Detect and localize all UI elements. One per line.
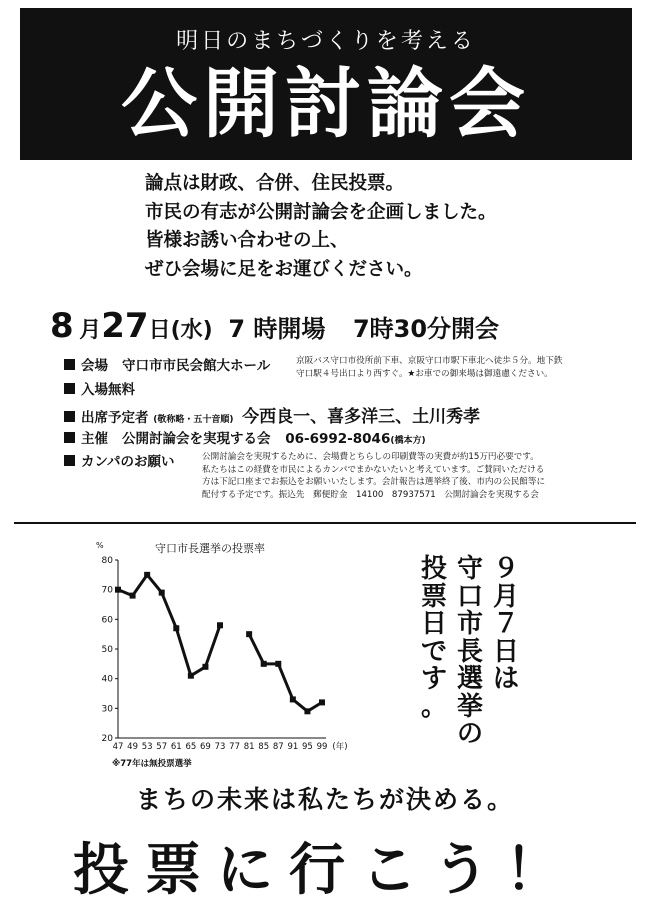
x-tick-label: 91 xyxy=(287,742,299,752)
panel-label: 出席予定者 xyxy=(81,410,149,426)
vertical-char: 市 xyxy=(456,609,483,639)
x-tick-label: 47 xyxy=(112,742,124,752)
turnout-chart-svg xyxy=(90,538,390,768)
event-day-unit: 日 xyxy=(148,318,171,343)
x-tick-label: 49 xyxy=(127,742,138,752)
intro-text xyxy=(145,170,625,284)
data-point xyxy=(188,673,194,679)
x-tick-label: 57 xyxy=(156,742,168,752)
event-datetime xyxy=(50,306,630,346)
election-date-vertical xyxy=(395,556,525,796)
x-tick-label: 87 xyxy=(272,742,284,752)
data-point xyxy=(275,661,281,667)
panel-sub: (敬称略・五十音順) xyxy=(153,415,234,425)
donation-line: 私たちはこの経費を市民によるカンパでまかないたいと考えています。ご賛同いただける xyxy=(202,464,545,475)
donation-line: 配付する予定です。振込先 郵便貯金 14100 87937571 公開討論会を実現する会 xyxy=(202,489,539,500)
vertical-char: 選 xyxy=(456,664,483,694)
bullet-square-icon xyxy=(64,432,75,443)
event-weekday: (水) xyxy=(170,318,213,343)
panel-row xyxy=(64,402,480,427)
venue-label: 会場 xyxy=(81,358,108,374)
vertical-column xyxy=(455,556,485,749)
vertical-char: 投 xyxy=(420,554,447,584)
data-point xyxy=(202,664,208,670)
intro-line: 皆様お誘い合わせの上、 xyxy=(145,230,349,251)
x-tick-label: 85 xyxy=(258,742,270,752)
y-axis-unit: % xyxy=(96,541,104,550)
vertical-char: 。 xyxy=(420,691,447,722)
event-day: 27 xyxy=(101,306,149,346)
vertical-char: の xyxy=(456,719,483,749)
series-line xyxy=(118,575,220,676)
data-point xyxy=(304,708,310,714)
event-month: 8 xyxy=(50,306,74,346)
x-axis-label: (年) xyxy=(332,742,348,752)
data-point xyxy=(246,631,252,637)
vertical-char: 挙 xyxy=(456,691,483,722)
banner-title: 公開討論会 xyxy=(121,59,531,148)
x-tick-label: 53 xyxy=(141,742,153,752)
y-tick-label: 20 xyxy=(101,734,113,744)
chart-title: 守口市長選挙の投票率 xyxy=(155,542,265,555)
vertical-char: 日 xyxy=(420,609,447,639)
donation-label: カンパのお願い xyxy=(81,454,175,470)
slogan-main: 投票に行こう！ xyxy=(73,837,577,903)
x-tick-label: 81 xyxy=(243,742,255,752)
x-tick-label: 69 xyxy=(200,742,211,752)
series-line xyxy=(249,634,322,711)
event-start-time: 7時30分開会 xyxy=(352,315,500,343)
chart-note: ※77年は無投票選挙 xyxy=(112,759,192,769)
y-tick-label: 60 xyxy=(101,615,113,626)
bullet-square-icon xyxy=(64,383,75,394)
bullet-square-icon xyxy=(64,359,75,370)
data-point xyxy=(144,572,150,578)
x-tick-label: 95 xyxy=(302,742,313,752)
donation-line: 方は下記口座までお振込をお願いいたします。会計報告は選挙終了後、市内の公民館等に xyxy=(202,477,546,487)
vertical-column xyxy=(491,556,521,694)
panel-value: 今西良一、喜多洋三、土川秀孝 xyxy=(242,407,481,427)
vertical-char: 日 xyxy=(492,636,519,667)
y-tick-label: 40 xyxy=(101,674,113,685)
x-tick-label: 65 xyxy=(185,742,197,752)
y-tick-label: 80 xyxy=(101,556,113,566)
turnout-chart xyxy=(90,538,390,778)
host-sub: (橋本方) xyxy=(390,436,426,446)
data-point xyxy=(319,699,325,705)
donation-note xyxy=(202,451,545,501)
vertical-char: ７ xyxy=(492,609,519,639)
host-value: 公開討論会を実現する会 xyxy=(122,431,271,447)
bullet-square-icon xyxy=(64,411,75,422)
data-point xyxy=(173,625,179,631)
vertical-char: 月 xyxy=(492,581,519,612)
admission-row xyxy=(64,378,135,398)
host-row xyxy=(64,427,426,447)
y-tick-label: 50 xyxy=(101,645,113,655)
vertical-char: 守 xyxy=(456,554,483,584)
intro-line: 市民の有志が公開討論会を企画しました。 xyxy=(145,201,497,223)
donation-line: 公開討論会を実現するために、会場費とちらしの印刷費等の実費が約15万円必要です。 xyxy=(202,452,539,462)
x-tick-label: 99 xyxy=(316,742,328,752)
data-point xyxy=(130,593,136,599)
header-banner xyxy=(20,8,632,160)
vertical-char: す xyxy=(420,664,447,694)
banner-subtitle: 明日のまちづくりを考える xyxy=(176,29,476,54)
data-point xyxy=(261,661,267,667)
admission-label: 入場無料 xyxy=(81,382,135,398)
data-point xyxy=(115,587,121,593)
venue-row xyxy=(64,354,270,374)
x-tick-label: 77 xyxy=(229,742,240,752)
vertical-char: で xyxy=(420,636,447,667)
vertical-char: 長 xyxy=(456,636,483,667)
data-point xyxy=(290,696,296,702)
venue-value: 守口市市民会館大ホール xyxy=(122,358,271,374)
event-open-time: 7 時開場 xyxy=(228,315,326,343)
venue-note-line: 京阪バス守口市役所前下車、京阪守口市駅下車北へ徒歩５分。地下鉄 xyxy=(296,356,563,366)
vertical-column xyxy=(419,556,449,721)
venue-note xyxy=(296,355,562,380)
event-month-unit: 月 xyxy=(79,318,102,343)
venue-note-line: 守口駅４号出口より西すぐ。★お車での御来場は御遠慮ください。 xyxy=(296,368,553,379)
vertical-char: 票 xyxy=(420,581,447,612)
host-label: 主催 xyxy=(81,431,108,447)
y-tick-label: 30 xyxy=(101,704,113,715)
section-divider xyxy=(14,522,636,524)
donation-row xyxy=(64,450,175,470)
vertical-char: 口 xyxy=(456,581,483,612)
vertical-char: ９ xyxy=(492,554,519,584)
data-point xyxy=(159,590,165,596)
y-tick-label: 70 xyxy=(101,585,113,596)
intro-line: ぜひ会場に足をお運びください。 xyxy=(145,258,423,280)
data-point xyxy=(217,622,223,628)
x-tick-label: 61 xyxy=(170,742,182,752)
host-phone: 06-6992-8046 xyxy=(285,431,391,447)
slogan-subline: まちの未来は私たちが決める。 xyxy=(135,785,514,814)
bullet-square-icon xyxy=(64,455,75,466)
x-tick-label: 73 xyxy=(214,742,226,752)
intro-line: 論点は財政、合併、住民投票。 xyxy=(145,173,405,194)
vertical-char: は xyxy=(492,664,519,694)
